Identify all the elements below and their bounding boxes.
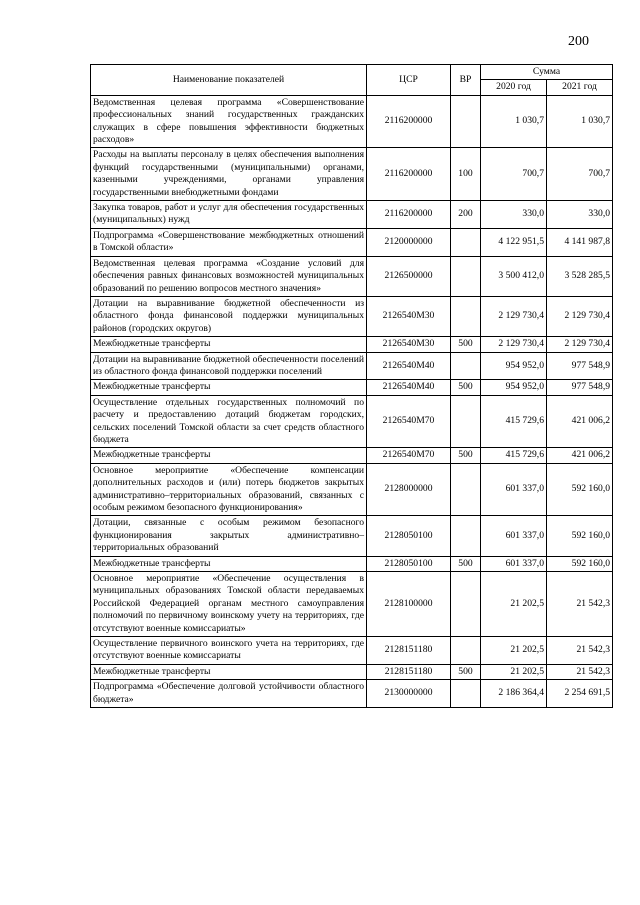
table-row	[91, 395, 613, 448]
row-sum-2020: 700,7	[481, 148, 547, 201]
row-sum-2020: 601 337,0	[481, 516, 547, 556]
row-sum-2021: 2 129 730,4	[547, 337, 613, 352]
table-row	[91, 680, 613, 708]
row-csr: 2116200000	[367, 201, 451, 229]
table-row	[91, 201, 613, 229]
row-csr: 2130000000	[367, 680, 451, 708]
row-vr	[451, 352, 481, 380]
row-name: Межбюджетные трансферты	[91, 337, 367, 352]
row-csr: 2120000000	[367, 228, 451, 256]
row-csr: 2128000000	[367, 463, 451, 516]
row-sum-2020: 954 952,0	[481, 352, 547, 380]
header-name: Наименование показателей	[91, 65, 367, 96]
row-name: Межбюджетные трансферты	[91, 664, 367, 679]
row-sum-2020: 415 729,6	[481, 395, 547, 448]
row-vr: 100	[451, 148, 481, 201]
row-vr: 500	[451, 664, 481, 679]
table-row	[91, 463, 613, 516]
row-sum-2020: 601 337,0	[481, 463, 547, 516]
table-body	[91, 95, 613, 707]
header-year-2020: 2020 год	[481, 80, 547, 95]
row-csr: 2126540М30	[367, 296, 451, 336]
row-vr	[451, 516, 481, 556]
row-name: Межбюджетные трансферты	[91, 448, 367, 463]
row-name: Дотации на выравнивание бюджетной обеспеченности из областного фонда финансовой поддержки муниципальных районов (городских округов)	[91, 296, 367, 336]
table-row	[91, 352, 613, 380]
row-sum-2021: 592 160,0	[547, 556, 613, 571]
row-name: Основное мероприятие «Обеспечение осуществления в муниципальных образованиях Томской области передаваемых Российской Федерацией органам местного самоуправления полномочий по первичному воинскому учету на территориях, где отсутствуют военные комиссариаты»	[91, 572, 367, 637]
row-csr: 2116200000	[367, 148, 451, 201]
row-vr: 500	[451, 380, 481, 395]
row-name: Ведомственная целевая программа «Совершенствование профессиональных знаний государственных гражданских служащих в сфере повышения эффективности бюджетных расходов»	[91, 95, 367, 148]
row-csr: 2126540М30	[367, 337, 451, 352]
row-sum-2021: 2 129 730,4	[547, 296, 613, 336]
row-csr: 2128100000	[367, 572, 451, 637]
table-row	[91, 556, 613, 571]
table-row	[91, 380, 613, 395]
budget-table	[90, 64, 613, 708]
row-csr: 2126500000	[367, 256, 451, 296]
row-vr	[451, 463, 481, 516]
row-csr: 2126540М70	[367, 448, 451, 463]
row-name: Межбюджетные трансферты	[91, 556, 367, 571]
row-vr	[451, 395, 481, 448]
row-sum-2021: 421 006,2	[547, 448, 613, 463]
row-vr: 200	[451, 201, 481, 229]
table-row	[91, 448, 613, 463]
row-sum-2021: 2 254 691,5	[547, 680, 613, 708]
row-name: Дотации на выравнивание бюджетной обеспеченности поселений из областного фонда финансовой поддержки поселений	[91, 352, 367, 380]
table-row	[91, 516, 613, 556]
row-vr	[451, 296, 481, 336]
row-name: Подпрограмма «Совершенствование межбюджетных отношений в Томской области»	[91, 228, 367, 256]
row-sum-2020: 2 129 730,4	[481, 337, 547, 352]
row-vr	[451, 228, 481, 256]
row-sum-2021: 21 542,3	[547, 572, 613, 637]
row-sum-2020: 21 202,5	[481, 664, 547, 679]
row-vr	[451, 256, 481, 296]
row-csr: 2126540М40	[367, 352, 451, 380]
row-name: Основное мероприятие «Обеспечение компенсации дополнительных расходов и (или) потерь бюджетов закрытых административно–территориальных образований, связанных с особым режимом безопасного функционирования»	[91, 463, 367, 516]
row-sum-2020: 954 952,0	[481, 380, 547, 395]
row-sum-2021: 21 542,3	[547, 664, 613, 679]
header-csr: ЦСР	[367, 65, 451, 96]
table-row	[91, 572, 613, 637]
row-sum-2021: 4 141 987,8	[547, 228, 613, 256]
row-name: Закупка товаров, работ и услуг для обеспечения государственных (муниципальных) нужд	[91, 201, 367, 229]
row-vr	[451, 572, 481, 637]
row-sum-2021: 1 030,7	[547, 95, 613, 148]
row-vr: 500	[451, 448, 481, 463]
row-sum-2021: 977 548,9	[547, 380, 613, 395]
row-csr: 2116200000	[367, 95, 451, 148]
row-csr: 2128151180	[367, 637, 451, 665]
row-sum-2020: 21 202,5	[481, 637, 547, 665]
row-vr: 500	[451, 337, 481, 352]
header-vr: ВР	[451, 65, 481, 96]
row-sum-2020: 330,0	[481, 201, 547, 229]
table-row	[91, 664, 613, 679]
row-sum-2020: 1 030,7	[481, 95, 547, 148]
row-name: Осуществление первичного воинского учета на территориях, где отсутствуют военные комиссариаты	[91, 637, 367, 665]
row-vr	[451, 95, 481, 148]
row-csr: 2128050100	[367, 556, 451, 571]
row-sum-2020: 415 729,6	[481, 448, 547, 463]
row-sum-2021: 700,7	[547, 148, 613, 201]
row-name: Осуществление отдельных государственных полномочий по расчету и предоставлению дотаций бюджетам городских, сельских поселений Томской области за счет средств областного бюджета	[91, 395, 367, 448]
table-row	[91, 228, 613, 256]
page-number: 200	[568, 34, 589, 49]
row-sum-2021: 421 006,2	[547, 395, 613, 448]
row-csr: 2128151180	[367, 664, 451, 679]
row-sum-2020: 601 337,0	[481, 556, 547, 571]
row-sum-2020: 21 202,5	[481, 572, 547, 637]
table-row	[91, 296, 613, 336]
row-csr: 2126540М70	[367, 395, 451, 448]
row-vr	[451, 680, 481, 708]
table-row	[91, 256, 613, 296]
row-name: Ведомственная целевая программа «Создание условий для обеспечения равных финансовых возможностей муниципальных образований по решению вопросов местного значения»	[91, 256, 367, 296]
row-sum-2020: 4 122 951,5	[481, 228, 547, 256]
row-sum-2021: 592 160,0	[547, 516, 613, 556]
header-year-2021: 2021 год	[547, 80, 613, 95]
table-row	[91, 337, 613, 352]
table-row	[91, 637, 613, 665]
table-row	[91, 148, 613, 201]
row-sum-2021: 592 160,0	[547, 463, 613, 516]
row-sum-2021: 21 542,3	[547, 637, 613, 665]
row-name: Расходы на выплаты персоналу в целях обеспечения выполнения функций государственными (муниципальными) органами, казенными учреждениями, органами управления государственными внебюджетными фондами	[91, 148, 367, 201]
row-sum-2021: 3 528 285,5	[547, 256, 613, 296]
table-header	[91, 65, 613, 96]
row-name: Межбюджетные трансферты	[91, 380, 367, 395]
row-sum-2020: 2 186 364,4	[481, 680, 547, 708]
row-sum-2020: 2 129 730,4	[481, 296, 547, 336]
row-name: Подпрограмма «Обеспечение долговой устойчивости областного бюджета»	[91, 680, 367, 708]
row-sum-2021: 330,0	[547, 201, 613, 229]
row-name: Дотации, связанные с особым режимом безопасного функционирования закрытых административно–территориальных образований	[91, 516, 367, 556]
row-vr: 500	[451, 556, 481, 571]
row-csr: 2126540М40	[367, 380, 451, 395]
header-sum: Сумма	[481, 65, 613, 80]
table-row	[91, 95, 613, 148]
row-sum-2021: 977 548,9	[547, 352, 613, 380]
row-csr: 2128050100	[367, 516, 451, 556]
row-vr	[451, 637, 481, 665]
row-sum-2020: 3 500 412,0	[481, 256, 547, 296]
